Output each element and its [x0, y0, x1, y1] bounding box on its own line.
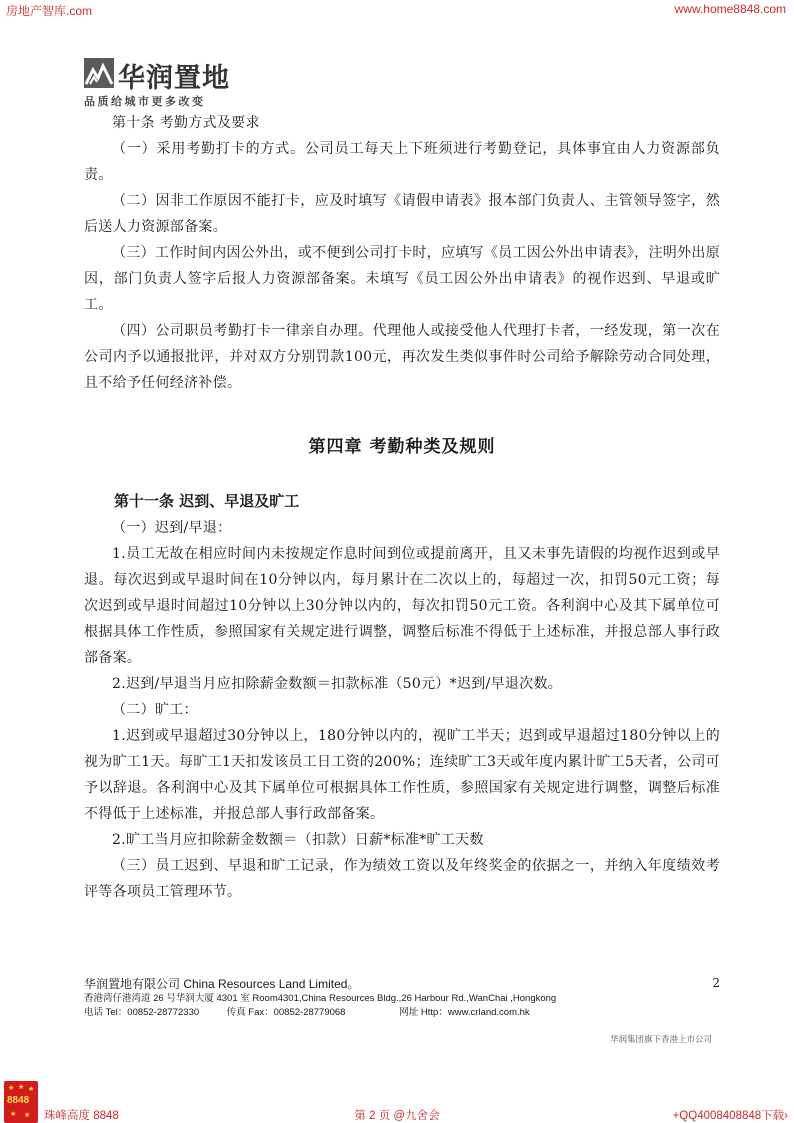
article-11-paragraph: 1.员工无故在相应时间内未按规定作息时间到位或提前离开，且又未事先请假的均视作迟到或早退。每次迟到或早退时间在10分钟以内，每月累计在二次以上的，每超过一次，扣罚50元工资；每次迟到或早退时间超过10分钟以上30分钟以内的，每次扣罚50元工资。各利润中心及其下属单位可根据具体工作性质，参照国家有关规定进行调整，调整后标准不得低于上述标准，并报总部人事行政部备案。: [84, 546, 720, 666]
page-indicator: 第 2 页 @九舍会: [354, 1110, 440, 1122]
star-icon: ★: [24, 1111, 31, 1119]
bottom-banner: [0, 1083, 794, 1123]
article-11-paragraph: 2.旷工当月应扣除薪金数额＝（扣款）日薪*标准*旷工天数: [112, 832, 484, 848]
download-link[interactable]: +QQ4008408848下载›: [672, 1110, 788, 1122]
star-icon: ★: [8, 1084, 15, 1092]
page-number: 2: [712, 976, 720, 990]
article-10-paragraph: （四）公司职员考勤打卡一律亲自办理。代理他人或接受他人代理打卡者，一经发现，第一次在公司内予以通报批评，并对双方分别罚款100元，再次发生类似事件时公司给予解除劳动合同处理，且不给予任何经济补偿。: [84, 323, 720, 391]
article-10-paragraph: （三）工作时间内因公外出，或不便到公司打卡时，应填写《员工因公外出申请表》，注明外出原因，部门负责人签字后报人力资源部备案。未填写《员工因公外出申请表》的视作迟到、早退或旷工。: [84, 245, 720, 313]
footer-company: 华润置地有限公司 China Resources Land Limited。: [84, 977, 360, 991]
article-11-title: 第十一条 迟到、早退及旷工: [114, 492, 300, 510]
footer-web: 网址 Http：www.crland.com.hk: [399, 1007, 530, 1018]
logo-slogan: 品质给城市更多改变: [84, 95, 206, 108]
footer-fax: 传真 Fax：00852-28779068: [226, 1007, 346, 1018]
site-link-bottom-left[interactable]: 珠峰高度 8848: [44, 1110, 119, 1122]
company-logo: [84, 56, 264, 108]
footer-tel: 电话 Tel：00852-28772330: [84, 1007, 200, 1018]
star-icon: ★: [28, 1085, 35, 1093]
page-footer: [84, 976, 720, 1020]
site-link-right[interactable]: www.home8848.com: [674, 2, 786, 16]
badge-label: 8848: [7, 1095, 30, 1106]
star-icon: ★: [18, 1083, 25, 1091]
article-11-paragraph: （一）迟到/早退：: [112, 520, 232, 536]
article-11-paragraph: 2.迟到/早退当月应扣除薪金数额＝扣款标准（50元）*迟到/早退次数。: [112, 676, 563, 692]
star-icon: ★: [10, 1110, 17, 1118]
site-link-left[interactable]: 房地产智库.com: [6, 4, 93, 18]
article-11-paragraph: 1.迟到或早退超过30分钟以上，180分钟以内的，视旷工半天；迟到或早退超过180分钟以上的视为旷工1天。每旷工1天扣发该员工日工资的200%；连续旷工3天或年度内累计旷工5天者，公司可予以辞退。各利润中心及其下属单位可根据具体工作性质，参照国家有关规定进行调整，调整后标准不得低于上述标准，并报总部人事行政部备案。: [84, 728, 720, 822]
chapter-title: 第四章 考勤种类及规则: [308, 437, 496, 457]
article-10-heading: 第十条 考勤方式及要求: [112, 115, 260, 131]
footer-sub-note: 华润集团旗下香港上市公司: [609, 1035, 712, 1045]
article-11-paragraph: （二）旷工：: [112, 702, 198, 718]
logo-name: 华润置地: [118, 63, 230, 94]
footer-contact: [84, 1006, 720, 1020]
article-11-paragraph: （三）员工迟到、早退和旷工记录，作为绩效工资以及年终奖金的依据之一，并纳入年度绩效考评等各项员工管理环节。: [84, 858, 720, 900]
article-10-paragraph: （一）采用考勤打卡的方式。公司员工每天上下班须进行考勤登记，具体事宜由人力资源部负责。: [84, 141, 720, 183]
document-body: [84, 110, 720, 905]
top-banner: [0, 0, 794, 18]
logo-mountain-icon: [84, 58, 114, 88]
article-10-paragraph: （二）因非工作原因不能打卡，应及时填写《请假申请表》报本部门负责人、主管领导签字，然后送人力资源部备案。: [84, 193, 720, 235]
footer-address: 香港湾仔港湾道 26 号华润大厦 4301 室 Room4301,China Resources Bldg.,26 Harbour Rd.,WanChai ,Hongkong: [84, 993, 557, 1004]
